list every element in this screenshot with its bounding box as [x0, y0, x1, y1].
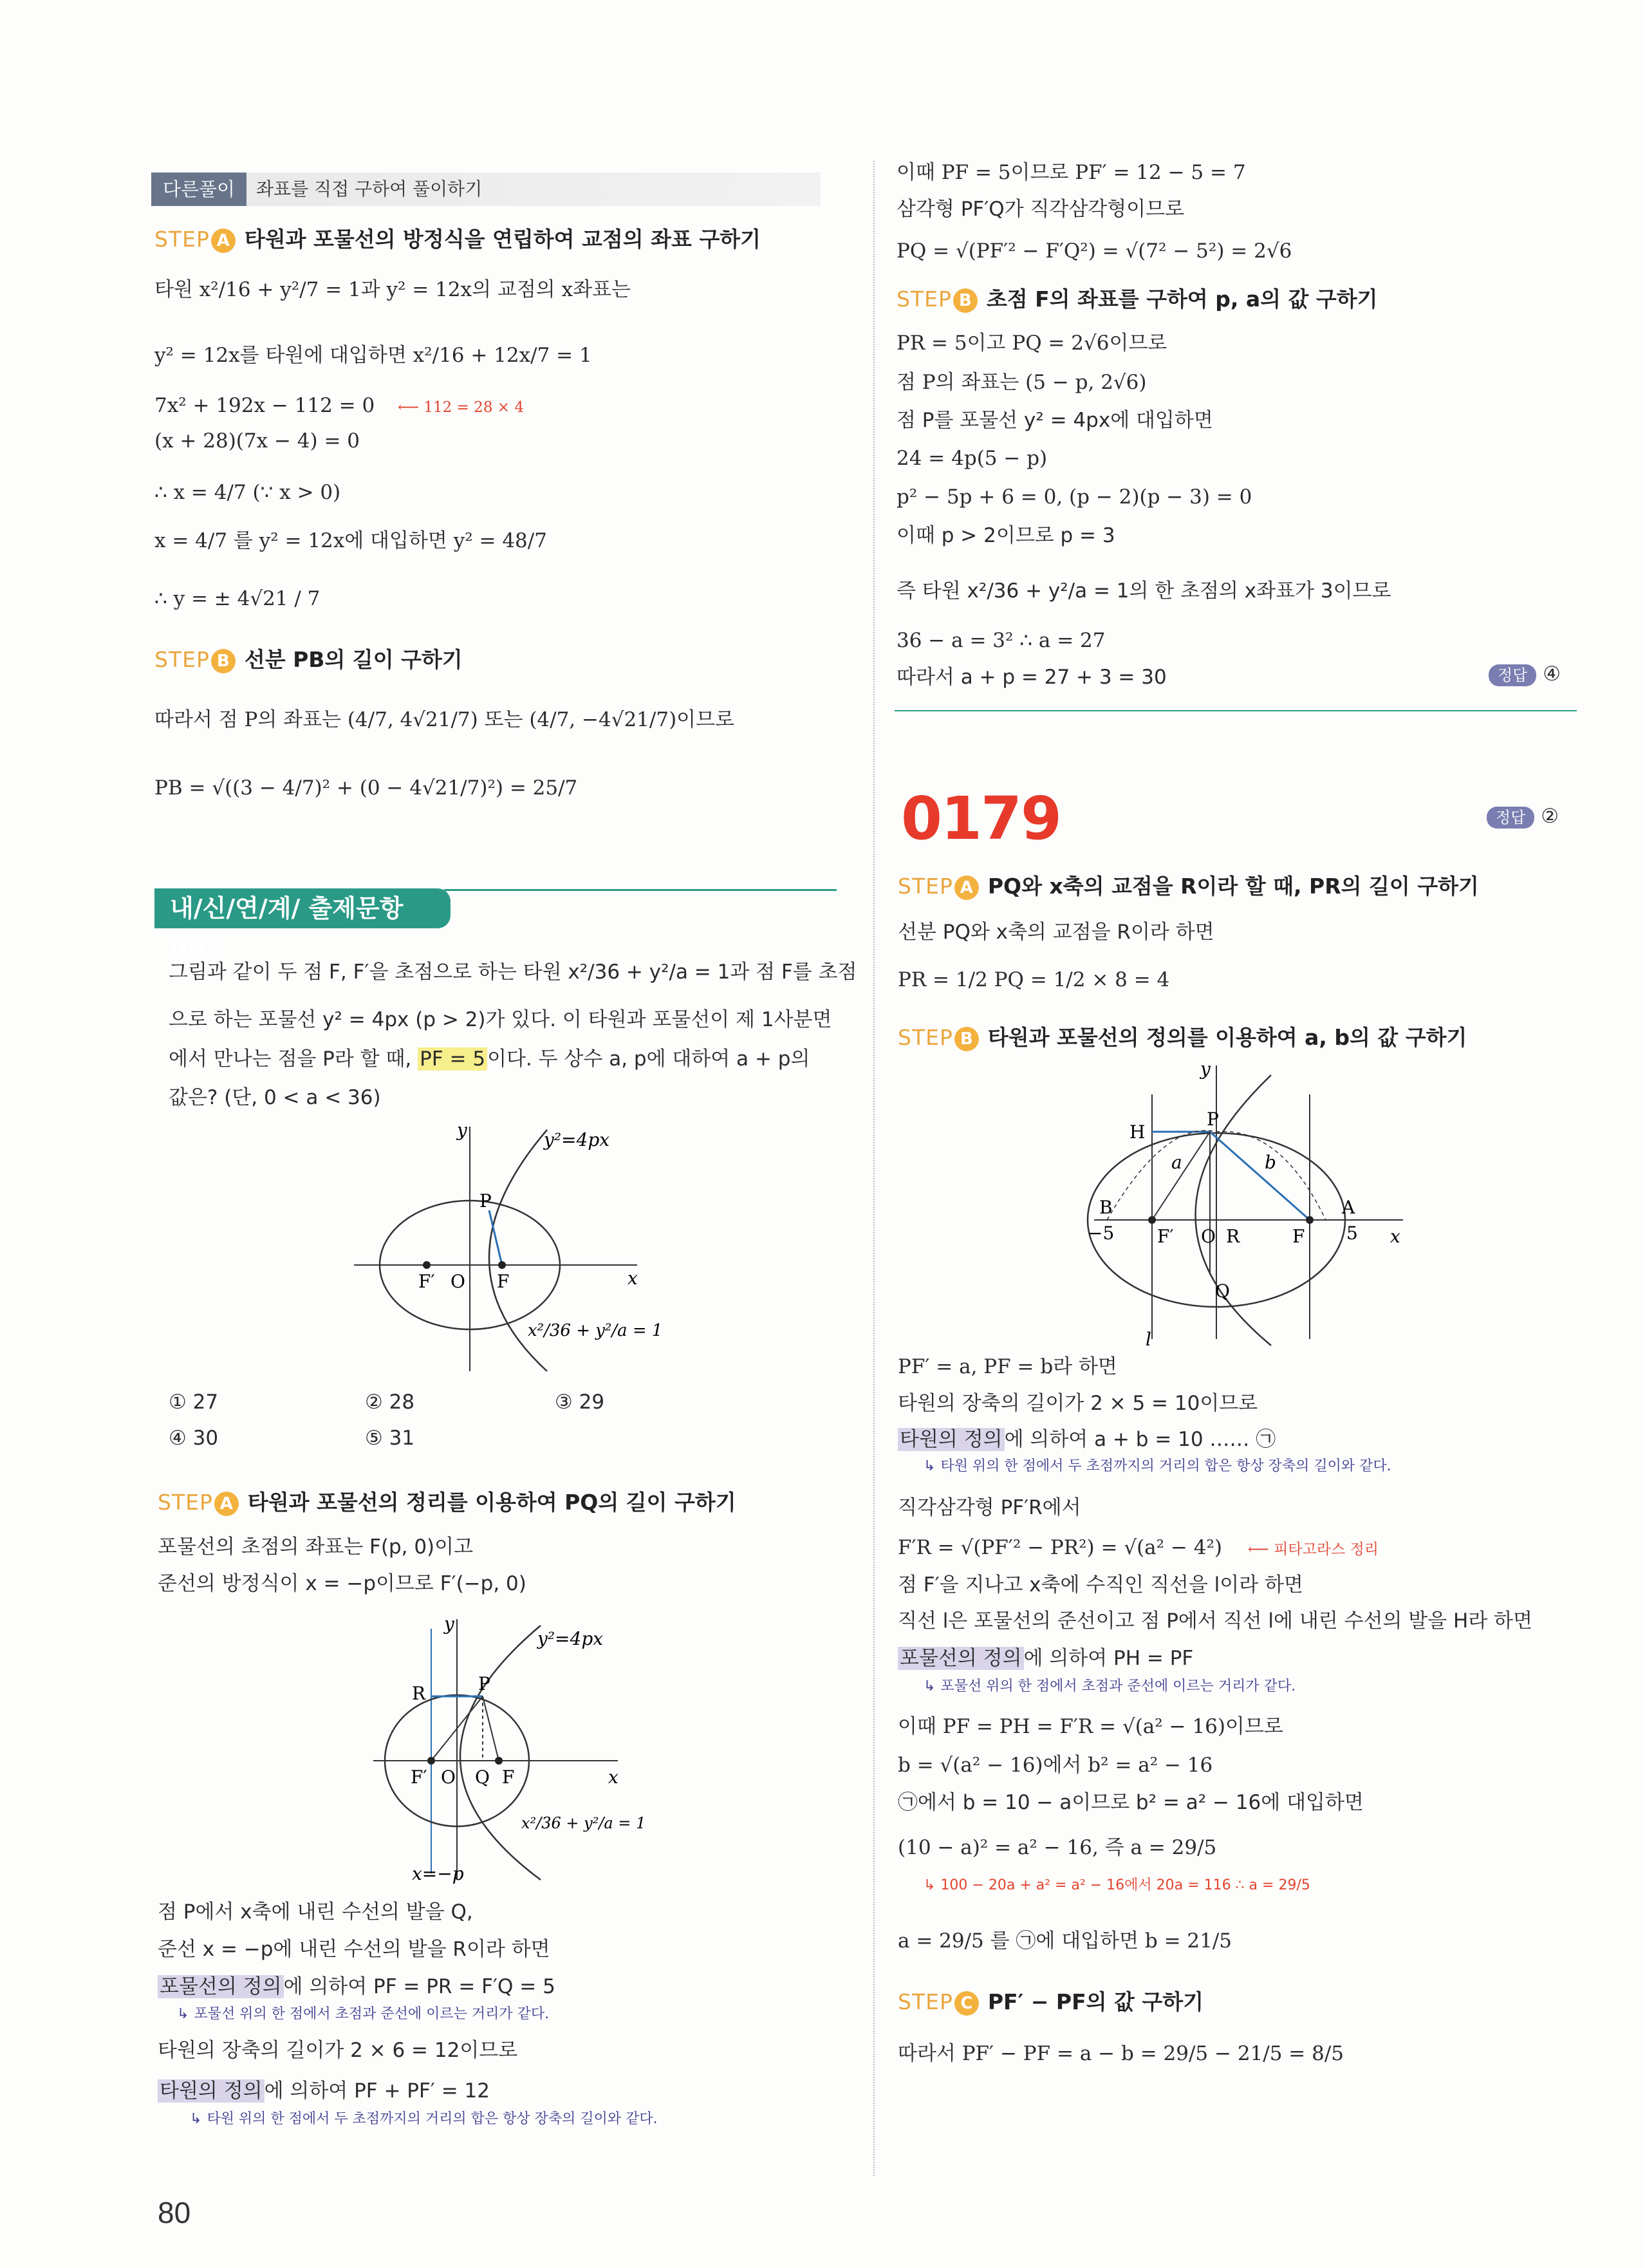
- math-line: y² = 12x를 타원에 대입하면 x²/16 + 12x/7 = 1: [154, 344, 592, 367]
- calc-note: ↳ 100 − 20a + a² = a² − 16에서 20a = 116 ∴ a = 29/5: [924, 1877, 1310, 1893]
- fig3-fp: F′: [1157, 1226, 1174, 1247]
- math-line: PR = 5이고 PQ = 2√6이므로: [897, 332, 1167, 355]
- solution-line: 타원의 정의에 의하여 PF + PF′ = 12: [158, 2078, 490, 2104]
- choice-2[interactable]: ② 28: [365, 1391, 415, 1414]
- fig1-y: y: [457, 1120, 467, 1141]
- alt-solution-bar: [151, 173, 821, 206]
- math-line: a = 29/5 를 ㉠에 대입하면 b = 21/5: [898, 1929, 1232, 1953]
- fig2-directrix: x=−p: [412, 1863, 464, 1884]
- fig2-o: O: [441, 1767, 456, 1788]
- math-line: 점 F′을 지나고 x축에 수직인 직선을 l이라 하면: [898, 1573, 1303, 1597]
- fig1-f: F: [497, 1271, 510, 1292]
- math-line: 직선 l은 포물선의 준선이고 점 P에서 직선 l에 내린 수선의 발을 H라 하면: [898, 1609, 1533, 1633]
- step-a-heading: STEP A 타원과 포물선의 방정식을 연립하여 교점의 좌표 구하기: [154, 227, 761, 252]
- math-line: ∴ y = ± 4√21 / 7: [154, 587, 321, 610]
- section-divider: [895, 710, 1577, 711]
- fig3-x: x: [1390, 1226, 1400, 1247]
- fig3-p: P: [1207, 1109, 1219, 1130]
- problem-line: 으로 하는 포물선 y² = 4px (p > 2)가 있다. 이 타원과 포물선이 제 1사분면: [169, 1008, 832, 1031]
- alt-solution-tag: 다른풀이: [151, 173, 246, 206]
- problem-line: 에서 만나는 점을 P라 할 때, PF = 5이다. 두 상수 a, p에 대하여 a + p의: [169, 1047, 810, 1071]
- fig3-b-point: B: [1099, 1197, 1113, 1218]
- fig3-o: O: [1201, 1226, 1216, 1247]
- fig2-y: y: [444, 1613, 454, 1635]
- math-line: p² − 5p + 6 = 0, (p − 2)(p − 3) = 0: [897, 485, 1252, 509]
- solution-line: 준선 x = −p에 내린 수선의 발을 R이라 하면: [158, 1938, 550, 1961]
- math-line: 삼각형 PF′Q가 직각삼각형이므로: [897, 198, 1185, 221]
- step-c-heading: STEP C PF′ − PF의 값 구하기: [898, 1989, 1204, 2014]
- math-line: b = √(a² − 16)에서 b² = a² − 16: [898, 1754, 1213, 1777]
- fig3-h: H: [1129, 1121, 1146, 1143]
- figure-ellipse-parabola-2: [360, 1609, 656, 1893]
- parabola-def-note-right: ↳ 포물선 위의 한 점에서 초점과 준선에 이르는 거리가 같다.: [924, 1678, 1296, 1694]
- fig2-r: R: [412, 1683, 426, 1704]
- math-line: 즉 타원 x²/36 + y²/a = 1의 한 초점의 x좌표가 3이므로: [897, 579, 1391, 603]
- solution-line: 준선의 방정식이 x = −p이므로 F′(−p, 0): [158, 1572, 526, 1595]
- column-divider: [873, 161, 875, 2176]
- math-line: 점 P의 좌표는 (5 − p, 2√6): [897, 371, 1147, 394]
- problem-header: 내/신/연/계/ 출제문항 093: [154, 888, 451, 928]
- math-line: x = 4/7 를 y² = 12x에 대입하면 y² = 48/7: [154, 529, 547, 552]
- ellipse-def-note: ↳ 타원 위의 한 점에서 두 초점까지의 거리의 합은 항상 장축의 길이와 같다.: [190, 2111, 658, 2127]
- choice-3[interactable]: ③ 29: [555, 1391, 605, 1414]
- fig3-f: F: [1292, 1226, 1305, 1247]
- math-line: 직각삼각형 PF′R에서: [898, 1496, 1081, 1519]
- fig3-a-point: A: [1342, 1197, 1355, 1218]
- math-line: 이때 PF = 5이므로 PF′ = 12 − 5 = 7: [897, 161, 1246, 184]
- figure-ellipse-parabola-1: [341, 1117, 676, 1387]
- fig3-y: y: [1200, 1058, 1211, 1080]
- solution-line: 타원의 장축의 길이가 2 × 6 = 12이므로: [158, 2039, 518, 2062]
- fig3-r: R: [1226, 1226, 1240, 1247]
- term-ellipse-def-right: 타원의 정의: [898, 1428, 1005, 1451]
- fig2-fp: F′: [411, 1767, 427, 1788]
- problem-line: 그림과 같이 두 점 F, F′을 초점으로 하는 타원 x²/36 + y²/a = 1과 점 F를 초점: [169, 961, 857, 984]
- math-line: 7x² + 192x − 112 = 0 ⟵ 112 = 28 × 4: [154, 394, 524, 417]
- math-line: PR = 1/2 PQ = 1/2 × 8 = 4: [898, 968, 1170, 991]
- figure-ellipse-parabola-3: [1081, 1056, 1416, 1352]
- step-b2-heading-right: STEP B 타원과 포물선의 정의를 이용하여 a, b의 값 구하기: [898, 1025, 1467, 1050]
- problem-header-rule: [444, 889, 837, 891]
- choice-4[interactable]: ④ 30: [169, 1427, 219, 1450]
- choice-1[interactable]: ① 27: [169, 1391, 219, 1414]
- fig2-f: F: [502, 1767, 515, 1788]
- math-line: PB = √((3 − 4/7)² + (0 − 4√21/7)²) = 25/7: [154, 776, 578, 800]
- answer-badge: 정답: [1489, 664, 1536, 686]
- step-a2-heading: STEP A 타원과 포물선의 정리를 이용하여 PQ의 길이 구하기: [158, 1490, 736, 1515]
- fig1-x: x: [627, 1268, 638, 1289]
- solution-line: 포물선의 초점의 좌표는 F(p, 0)이고: [158, 1535, 474, 1559]
- fig1-p: P: [479, 1190, 492, 1212]
- ellipse-def-note-right: ↳ 타원 위의 한 점에서 두 초점까지의 거리의 합은 항상 장축의 길이와 같다.: [924, 1458, 1391, 1474]
- answer-1: 정답 ④: [1489, 661, 1561, 687]
- math-line: 타원 x²/16 + y²/7 = 1과 y² = 12x의 교점의 x좌표는: [154, 278, 631, 301]
- fig1-fp: F′: [418, 1271, 435, 1292]
- alt-solution-title: 좌표를 직접 구하여 풀이하기: [256, 178, 483, 200]
- math-line: PQ = √(PF′² − F′Q²) = √(7² − 5²) = 2√6: [897, 239, 1292, 263]
- fig3-a: a: [1171, 1152, 1182, 1173]
- page-number: 80: [158, 2196, 191, 2229]
- math-line: ∴ x = 4/7 (∵ x > 0): [154, 481, 341, 504]
- math-line: 따라서 PF′ − PF = a − b = 29/5 − 21/5 = 8/5: [898, 2042, 1344, 2065]
- fig2-p: P: [478, 1673, 490, 1694]
- step-a-heading-right: STEP A PQ와 x축의 교점을 R이라 할 때, PR의 길이 구하기: [898, 874, 1479, 899]
- math-line: 포물선의 정의에 의하여 PH = PF: [898, 1645, 1193, 1671]
- math-line: 타원의 장축의 길이가 2 × 5 = 10이므로: [898, 1392, 1258, 1415]
- math-line: 따라서 a + p = 27 + 3 = 30: [897, 666, 1167, 689]
- fig3-q: Q: [1215, 1280, 1230, 1302]
- math-line: 점 P를 포물선 y² = 4px에 대입하면: [897, 409, 1213, 432]
- step-b-heading: STEP B 선분 PB의 길이 구하기: [154, 647, 463, 672]
- math-line: 36 − a = 3² ∴ a = 27: [897, 629, 1106, 652]
- term-ellipse-def: 타원의 정의: [158, 2079, 265, 2103]
- fig1-o: O: [451, 1271, 465, 1292]
- fig3-b: b: [1265, 1152, 1276, 1173]
- answer-2: 정답 ②: [1487, 803, 1559, 829]
- term-parabola-def-right: 포물선의 정의: [898, 1647, 1024, 1670]
- math-line: F′R = √(PF′² − PR²) = √(a² − 4²) ⟵ 피타고라스 정리: [898, 1536, 1379, 1559]
- term-parabola-def: 포물선의 정의: [158, 1975, 284, 1998]
- fig3-l: l: [1146, 1329, 1151, 1350]
- math-line: 이때 p > 2이므로 p = 3: [897, 524, 1115, 547]
- fig3-p5: 5: [1346, 1223, 1358, 1244]
- math-line: ㉠에서 b = 10 − a이므로 b² = a² − 16에 대입하면: [898, 1791, 1364, 1814]
- math-line: (x + 28)(7x − 4) = 0: [154, 429, 360, 453]
- solution-line: 점 P에서 x축에 내린 수선의 발을 Q,: [158, 1900, 473, 1924]
- fig2-ellipse: x²/36 + y²/a = 1: [521, 1814, 646, 1832]
- choice-5[interactable]: ⑤ 31: [365, 1427, 415, 1450]
- problem-number: 0179: [901, 784, 1061, 853]
- math-line: 선분 PQ와 x축의 교점을 R이라 하면: [898, 921, 1214, 944]
- math-line: (10 − a)² = a² − 16, 즉 a = 29/5: [898, 1836, 1217, 1859]
- fig1-parabola: y²=4px: [544, 1129, 610, 1150]
- solution-line: 포물선의 정의에 의하여 PF = PR = F′Q = 5: [158, 1974, 555, 2000]
- step-b-heading-right: STEP B 초점 F의 좌표를 구하여 p, a의 값 구하기: [897, 286, 1378, 312]
- math-line: 이때 PF = PH = F′R = √(a² − 16)이므로: [898, 1715, 1283, 1738]
- fig2-x: x: [608, 1767, 618, 1788]
- fig2-q: Q: [475, 1767, 490, 1788]
- highlight-pf5: PF = 5: [418, 1047, 487, 1071]
- math-line: 타원의 정의에 의하여 a + b = 10 …… ㉠: [898, 1427, 1276, 1452]
- answer-badge: 정답: [1487, 807, 1534, 829]
- math-line: PF′ = a, PF = b라 하면: [898, 1355, 1117, 1378]
- math-line: 따라서 점 P의 좌표는 (4/7, 4√21/7) 또는 (4/7, −4√21/7)이므로: [154, 708, 735, 731]
- math-line: 24 = 4p(5 − p): [897, 447, 1048, 470]
- problem-line: 값은? (단, 0 < a < 36): [169, 1086, 381, 1109]
- fig2-parabola: y²=4px: [537, 1628, 604, 1649]
- parabola-def-note: ↳ 포물선 위의 한 점에서 초점과 준선에 이르는 거리가 같다.: [177, 2006, 550, 2022]
- fig3-m5: −5: [1088, 1223, 1115, 1244]
- fig1-ellipse: x²/36 + y²/a = 1: [528, 1321, 663, 1340]
